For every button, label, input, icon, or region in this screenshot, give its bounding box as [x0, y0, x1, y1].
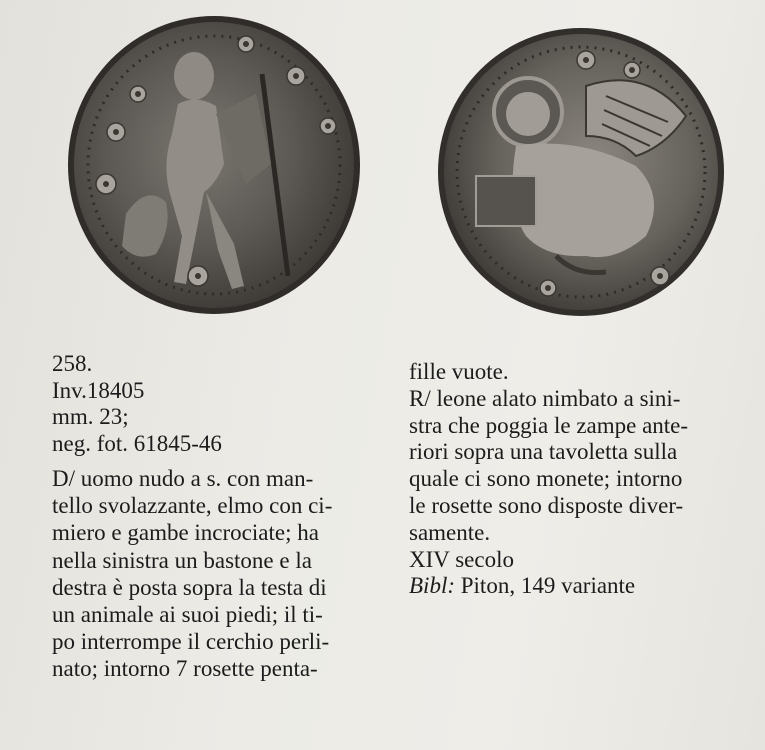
- entry-right-column: [409, 359, 749, 600]
- century-line: XIV secolo: [409, 546, 514, 572]
- reverse-line: stra che poggia le zampe ante-: [409, 412, 689, 438]
- reverse-line: R/ leone alato nimbato a sini-: [409, 385, 681, 411]
- obverse-continued-line: fille vuote.: [409, 359, 509, 384]
- coin-diameter: mm. 23;: [52, 404, 129, 429]
- obverse-line: nato; intorno 7 rosette penta-: [52, 656, 318, 682]
- bibliography-text: Piton, 149 variante: [455, 573, 636, 599]
- obverse-line: nella sinistra un bastone e la: [52, 547, 312, 573]
- obverse-description: [52, 465, 392, 683]
- bibliography-line: [409, 573, 749, 600]
- reverse-line: quale ci sono monete; intorno: [409, 466, 683, 492]
- coin-reverse-image: [436, 26, 726, 318]
- catalog-number: 258.: [52, 351, 93, 376]
- photo-negative: neg. fot. 61845-46: [52, 430, 222, 456]
- reverse-line: le rosette sono disposte diver-: [409, 492, 684, 518]
- obverse-line: miero e gambe incrociate; ha: [52, 520, 319, 546]
- obverse-line: tello svolazzante, elmo con ci-: [52, 493, 333, 519]
- obverse-line: destra è posta sopra la testa di: [52, 574, 327, 600]
- obverse-line: po interrompe il cerchio perli-: [52, 629, 330, 655]
- reverse-line: samente.: [409, 519, 491, 545]
- obverse-line: un animale ai suoi piedi; il ti-: [52, 602, 323, 628]
- inventory-number: Inv.18405: [52, 377, 145, 403]
- obverse-line: D/ uomo nudo a s. con man-: [52, 466, 314, 491]
- entry-left-column: [52, 351, 392, 683]
- coin-obverse-image: [66, 14, 362, 316]
- entry-metadata: [52, 351, 392, 457]
- bibliography-label: Bibl:: [409, 573, 455, 599]
- reverse-line: riori sopra una tavoletta sulla: [409, 439, 678, 465]
